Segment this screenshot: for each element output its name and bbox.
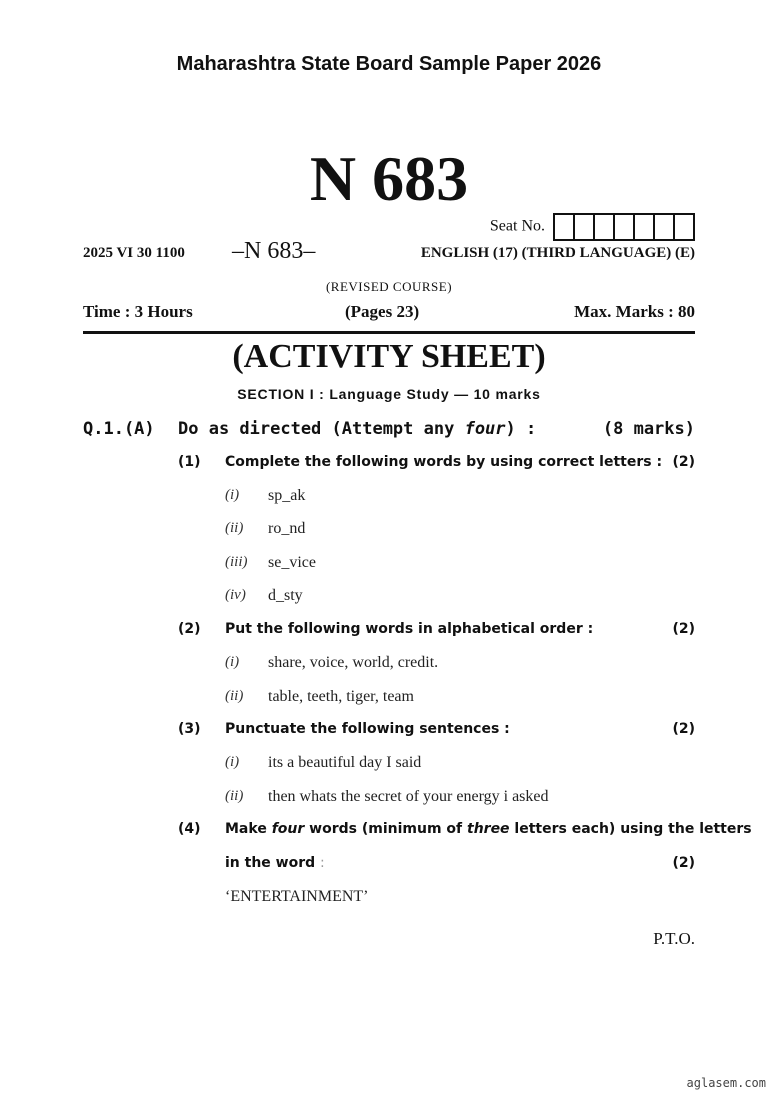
- sub-label: (ii): [225, 788, 244, 804]
- instruction-text-end: ) :: [505, 419, 537, 439]
- sheet-title: (ACTIVITY SHEET): [232, 338, 546, 375]
- sub-label: (i): [225, 487, 240, 503]
- subject: ENGLISH (17) (THIRD LANGUAGE) (E): [420, 245, 695, 261]
- sub-text: share, voice, world, credit.: [268, 654, 439, 671]
- sub-text: then whats the secret of your energy i asked: [268, 788, 549, 805]
- item-text: Punctuate the following sentences :: [225, 721, 510, 737]
- given-word: ‘ENTERTAINMENT’: [225, 888, 369, 905]
- instruction-emphasis: four: [464, 419, 506, 439]
- divider: [83, 331, 695, 334]
- item-text-part: letters each) using the letters: [509, 821, 752, 837]
- sub-label: (iv): [225, 587, 246, 603]
- item-text: Put the following words in alphabetical order :: [225, 621, 594, 637]
- sub-label: (i): [225, 754, 240, 770]
- sub-label: (iii): [225, 554, 248, 570]
- section-heading: SECTION I : Language Study — 10 marks: [237, 386, 541, 402]
- seat-label: Seat No.: [489, 217, 545, 235]
- paper-code: –N 683–: [232, 238, 316, 264]
- sub-label: (i): [225, 654, 240, 670]
- question-number: Q.1.(A): [83, 419, 155, 439]
- item-marks: (2): [672, 721, 695, 737]
- item-colon: :: [320, 855, 325, 871]
- item-text-part: words (minimum of: [304, 821, 467, 837]
- sub-text: d_sty: [268, 587, 303, 604]
- exam-code: 2025 VI 30 1100: [83, 245, 185, 261]
- item-text: [225, 821, 752, 837]
- sub-text: se_vice: [268, 554, 316, 571]
- max-marks: Max. Marks : 80: [574, 302, 695, 321]
- seat-number: [490, 213, 695, 241]
- item-number: (2): [178, 621, 201, 637]
- question-instruction: [178, 419, 536, 439]
- item-emphasis: four: [271, 821, 305, 837]
- item-marks: (2): [672, 454, 695, 470]
- item-number: (4): [178, 821, 201, 837]
- item-emphasis: three: [467, 821, 510, 837]
- item-text-line2: [225, 855, 325, 871]
- pto: P.T.O.: [653, 929, 695, 948]
- sub-text: ro_nd: [268, 520, 306, 537]
- pages: (Pages 23): [345, 302, 420, 321]
- sub-label: (ii): [225, 520, 244, 536]
- item-text: Complete the following words by using correct letters :: [225, 454, 663, 470]
- paper-code-large: N 683: [309, 143, 469, 214]
- watermark: aglasem.com: [686, 1076, 766, 1090]
- sub-text: sp_ak: [268, 487, 306, 504]
- item-text-part: in the word: [225, 855, 316, 871]
- sub-text: its a beautiful day I said: [268, 754, 422, 771]
- instruction-text: Do as directed (Attempt any: [178, 419, 465, 439]
- question-marks: (8 marks): [602, 419, 695, 439]
- time: Time : 3 Hours: [83, 302, 193, 321]
- seat-number-boxes[interactable]: [553, 213, 695, 241]
- item-marks: (2): [672, 621, 695, 637]
- banner-title: Maharashtra State Board Sample Paper 2026: [176, 53, 602, 75]
- item-marks: (2): [672, 855, 695, 871]
- item-number: (1): [178, 454, 201, 470]
- sub-label: (ii): [225, 688, 244, 704]
- item-number: (3): [178, 721, 201, 737]
- item-text-part: Make: [225, 821, 272, 837]
- sub-text: table, teeth, tiger, team: [268, 688, 414, 705]
- course: (REVISED COURSE): [325, 279, 453, 294]
